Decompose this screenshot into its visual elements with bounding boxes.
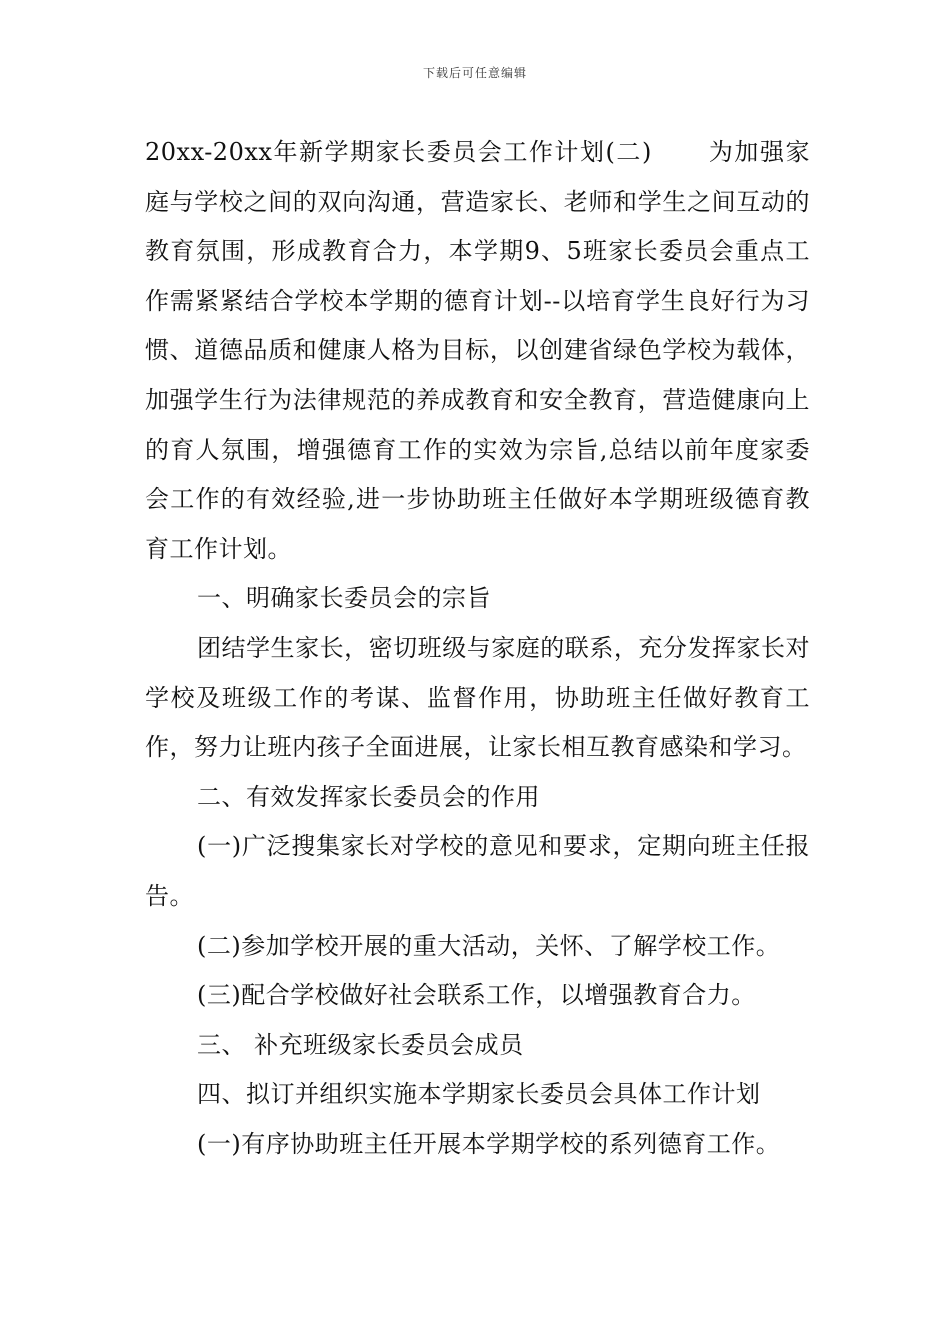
- document-title: 20xx-20xx年新学期家长委员会工作计划(二): [145, 138, 652, 166]
- section-2-item-1: (一)广泛搜集家长对学校的意见和要求，定期向班主任报告。: [145, 832, 810, 910]
- section-2-item-2: (二)参加学校开展的重大活动，关怀、了解学校工作。: [197, 931, 781, 960]
- page-header-note: 下载后可任意编辑: [422, 66, 527, 80]
- section-2-heading: 二、有效发挥家长委员会的作用: [197, 782, 540, 811]
- section-1-body: 团结学生家长，密切班级与家庭的联系，充分发挥家长对学校及班级工作的考谋、监督作用，协助班主任做好教育工作，努力让班内孩子全面进展，让家长相互教育感染和学习。: [145, 633, 810, 762]
- section-1-heading: 一、明确家长委员会的宗旨: [197, 584, 491, 613]
- section-4-heading: 四、拟订并组织实施本学期家长委员会具体工作计划: [197, 1080, 761, 1109]
- intro-text: 为加强家庭与学校之间的双向沟通，营造家长、老师和学生之间互动的教育氛围，形成教育合力，本学期9、5班家长委员会重点工作需紧紧结合学校本学期的德育计划--以培育学生良好行为习惯、道德品质和健康人格为目标，以创建省绿色学校为载体，加强学生行为法律规范的养成教育和安全教育，营造健康向上的育人氛围，增强德育工作的实效为宗旨,总结以前年度家委会工作的有效经验,进一步协助班主任做好本学期班级德育教育工作计划。: [145, 138, 810, 563]
- section-3-heading: 三、 补充班级家长委员会成员: [197, 1030, 524, 1059]
- intro-paragraph: [145, 128, 810, 574]
- section-4-item-1: (一)有序协助班主任开展本学期学校的系列德育工作。: [197, 1129, 781, 1158]
- document-body: [145, 128, 810, 1169]
- section-2-item-3: (三)配合学校做好社会联系工作，以增强教育合力。: [197, 981, 756, 1010]
